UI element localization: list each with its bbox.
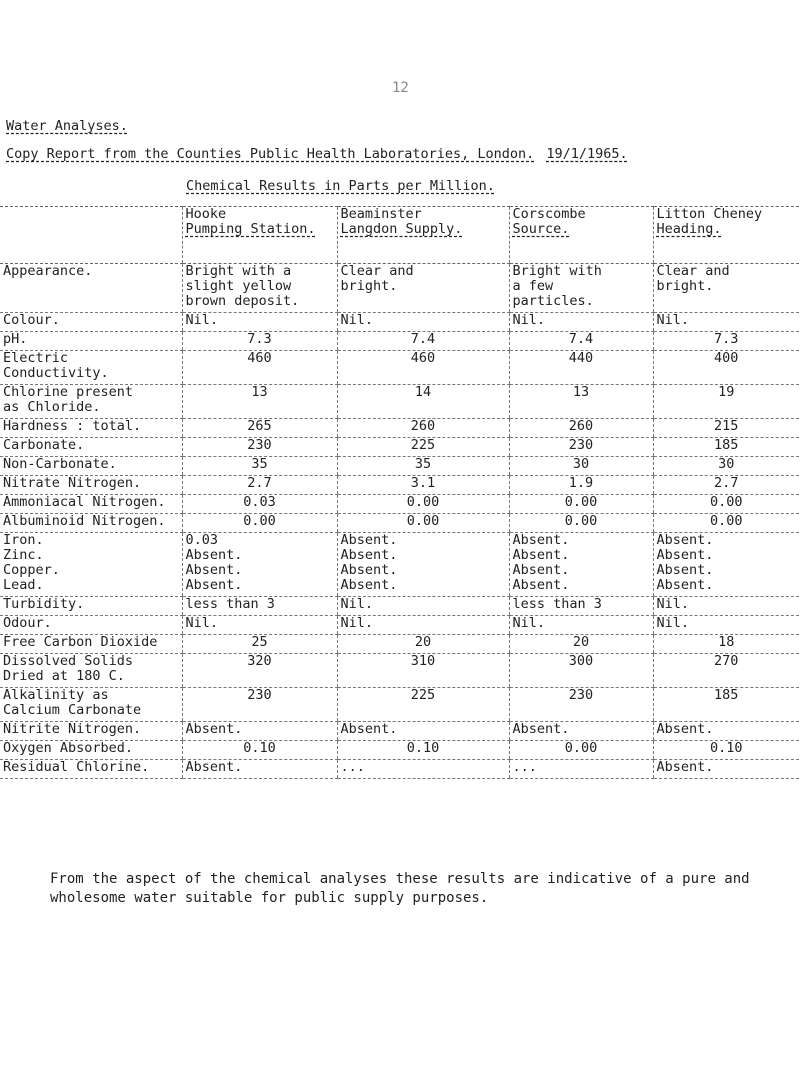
value-cell: 7.3 [182, 332, 337, 351]
value-cell: 0.03 Absent. Absent. Absent. [182, 533, 337, 597]
value-cell: ... [337, 760, 509, 779]
units-line: Chemical Results in Parts per Million. [186, 178, 495, 194]
value-cell: 0.00 [509, 495, 653, 514]
report-source: Copy Report from the Counties Public Health Laboratories, London. [6, 146, 535, 162]
table-row [0, 688, 799, 722]
value-cell: 0.10 [337, 741, 509, 760]
value-cell: 7.4 [337, 332, 509, 351]
column-subname: Langdon Supply. [340, 221, 463, 237]
table-row [0, 597, 799, 616]
table-row [0, 514, 799, 533]
value-cell: Nil. [182, 313, 337, 332]
row-label: Electric Conductivity. [0, 351, 182, 385]
value-cell: 1.9 [509, 476, 653, 495]
value-cell: 230 [182, 688, 337, 722]
row-label: Ammoniacal Nitrogen. [0, 495, 182, 514]
value-cell: Absent. Absent. Absent. Absent. [653, 533, 799, 597]
value-cell: 13 [182, 385, 337, 419]
value-cell: 185 [653, 438, 799, 457]
value-cell: 300 [509, 654, 653, 688]
value-cell: Nil. [653, 313, 799, 332]
value-cell: 260 [337, 419, 509, 438]
row-label: Iron. Zinc. Copper. Lead. [0, 533, 182, 597]
column-header-corscombe [509, 207, 653, 264]
value-cell: 20 [337, 635, 509, 654]
value-cell: 35 [182, 457, 337, 476]
value-cell: 30 [653, 457, 799, 476]
value-cell: Nil. [337, 313, 509, 332]
value-cell: Nil. [337, 616, 509, 635]
value-cell: Absent. [653, 760, 799, 779]
report-date: 19/1/1965. [546, 146, 628, 162]
value-cell: Absent. [509, 722, 653, 741]
value-cell: 0.00 [337, 514, 509, 533]
report-line [6, 146, 628, 162]
value-cell: 0.00 [509, 741, 653, 760]
table-row [0, 313, 799, 332]
table-row [0, 616, 799, 635]
table-row [0, 457, 799, 476]
value-cell: Absent. [653, 722, 799, 741]
table-row [0, 533, 799, 597]
row-label: Residual Chlorine. [0, 760, 182, 779]
table-row [0, 476, 799, 495]
document-title: Water Analyses. [6, 118, 128, 134]
column-header-beaminster [337, 207, 509, 264]
value-cell: 7.4 [509, 332, 653, 351]
value-cell: 215 [653, 419, 799, 438]
value-cell: Clear and bright. [653, 264, 799, 313]
row-label: Nitrite Nitrogen. [0, 722, 182, 741]
row-label: Carbonate. [0, 438, 182, 457]
row-label: Colour. [0, 313, 182, 332]
value-cell: 18 [653, 635, 799, 654]
column-subname: Pumping Station. [185, 221, 316, 237]
value-cell: 0.03 [182, 495, 337, 514]
value-cell: Nil. [509, 313, 653, 332]
page-number: 12 [392, 80, 409, 96]
corner-cell [0, 207, 182, 264]
value-cell: 230 [509, 688, 653, 722]
value-cell: 0.10 [182, 741, 337, 760]
value-cell: 3.1 [337, 476, 509, 495]
value-cell: 460 [182, 351, 337, 385]
table-row [0, 351, 799, 385]
row-label: pH. [0, 332, 182, 351]
value-cell: Absent. [337, 722, 509, 741]
table-row [0, 760, 799, 779]
column-subname: Source. [512, 221, 570, 237]
value-cell: 400 [653, 351, 799, 385]
value-cell: 230 [182, 438, 337, 457]
value-cell: 2.7 [182, 476, 337, 495]
value-cell: 20 [509, 635, 653, 654]
table-row [0, 654, 799, 688]
value-cell: Clear and bright. [337, 264, 509, 313]
table-row [0, 495, 799, 514]
value-cell: 260 [509, 419, 653, 438]
value-cell: 230 [509, 438, 653, 457]
table-row [0, 635, 799, 654]
conclusion-paragraph: From the aspect of the chemical analyses these results are indicative of a pure and wholesome water suitable for public supply purposes. [50, 871, 750, 906]
value-cell: Absent. Absent. Absent. Absent. [509, 533, 653, 597]
row-label: Appearance. [0, 264, 182, 313]
value-cell: Nil. [182, 616, 337, 635]
value-cell: 440 [509, 351, 653, 385]
value-cell: Bright with a slight yellow brown deposit. [182, 264, 337, 313]
column-header-litton-cheney [653, 207, 799, 264]
row-label: Oxygen Absorbed. [0, 741, 182, 760]
value-cell: ... [509, 760, 653, 779]
value-cell: 2.7 [653, 476, 799, 495]
row-label: Non-Carbonate. [0, 457, 182, 476]
value-cell: Bright with a few particles. [509, 264, 653, 313]
column-name: Beaminster [340, 206, 422, 222]
column-header-hooke [182, 207, 337, 264]
row-label: Odour. [0, 616, 182, 635]
row-label: Chlorine present as Chloride. [0, 385, 182, 419]
value-cell: 14 [337, 385, 509, 419]
value-cell: 185 [653, 688, 799, 722]
row-label: Alkalinity as Calcium Carbonate [0, 688, 182, 722]
table-row [0, 332, 799, 351]
value-cell: 30 [509, 457, 653, 476]
column-name: Corscombe [512, 206, 586, 222]
row-label: Free Carbon Dioxide [0, 635, 182, 654]
value-cell: 0.00 [509, 514, 653, 533]
value-cell: 35 [337, 457, 509, 476]
value-cell: 225 [337, 438, 509, 457]
column-name: Litton Cheney [656, 206, 763, 222]
row-label: Turbidity. [0, 597, 182, 616]
table-body [0, 264, 799, 779]
value-cell: 225 [337, 688, 509, 722]
value-cell: 320 [182, 654, 337, 688]
table-row [0, 419, 799, 438]
value-cell: 310 [337, 654, 509, 688]
value-cell: 0.00 [182, 514, 337, 533]
value-cell: 7.3 [653, 332, 799, 351]
row-label: Albuminoid Nitrogen. [0, 514, 182, 533]
value-cell: 460 [337, 351, 509, 385]
table-row [0, 385, 799, 419]
value-cell: Absent. [182, 722, 337, 741]
row-label: Hardness : total. [0, 419, 182, 438]
value-cell: Nil. [509, 616, 653, 635]
value-cell: 265 [182, 419, 337, 438]
value-cell: Absent. Absent. Absent. Absent. [337, 533, 509, 597]
table-row [0, 438, 799, 457]
value-cell: Absent. [182, 760, 337, 779]
column-header-row [0, 207, 799, 264]
value-cell: 25 [182, 635, 337, 654]
table-row [0, 741, 799, 760]
value-cell: Nil. [337, 597, 509, 616]
row-label: Dissolved Solids Dried at 180 C. [0, 654, 182, 688]
column-name: Hooke [185, 206, 227, 222]
value-cell: less than 3 [182, 597, 337, 616]
value-cell: 0.00 [653, 514, 799, 533]
value-cell: 0.00 [337, 495, 509, 514]
column-subname: Heading. [656, 221, 722, 237]
value-cell: 270 [653, 654, 799, 688]
water-analysis-table [0, 206, 799, 779]
table-row [0, 264, 799, 313]
value-cell: less than 3 [509, 597, 653, 616]
value-cell: Nil. [653, 616, 799, 635]
value-cell: 0.00 [653, 495, 799, 514]
table-row [0, 722, 799, 741]
row-label: Nitrate Nitrogen. [0, 476, 182, 495]
value-cell: 0.10 [653, 741, 799, 760]
value-cell: 19 [653, 385, 799, 419]
value-cell: Nil. [653, 597, 799, 616]
value-cell: 13 [509, 385, 653, 419]
